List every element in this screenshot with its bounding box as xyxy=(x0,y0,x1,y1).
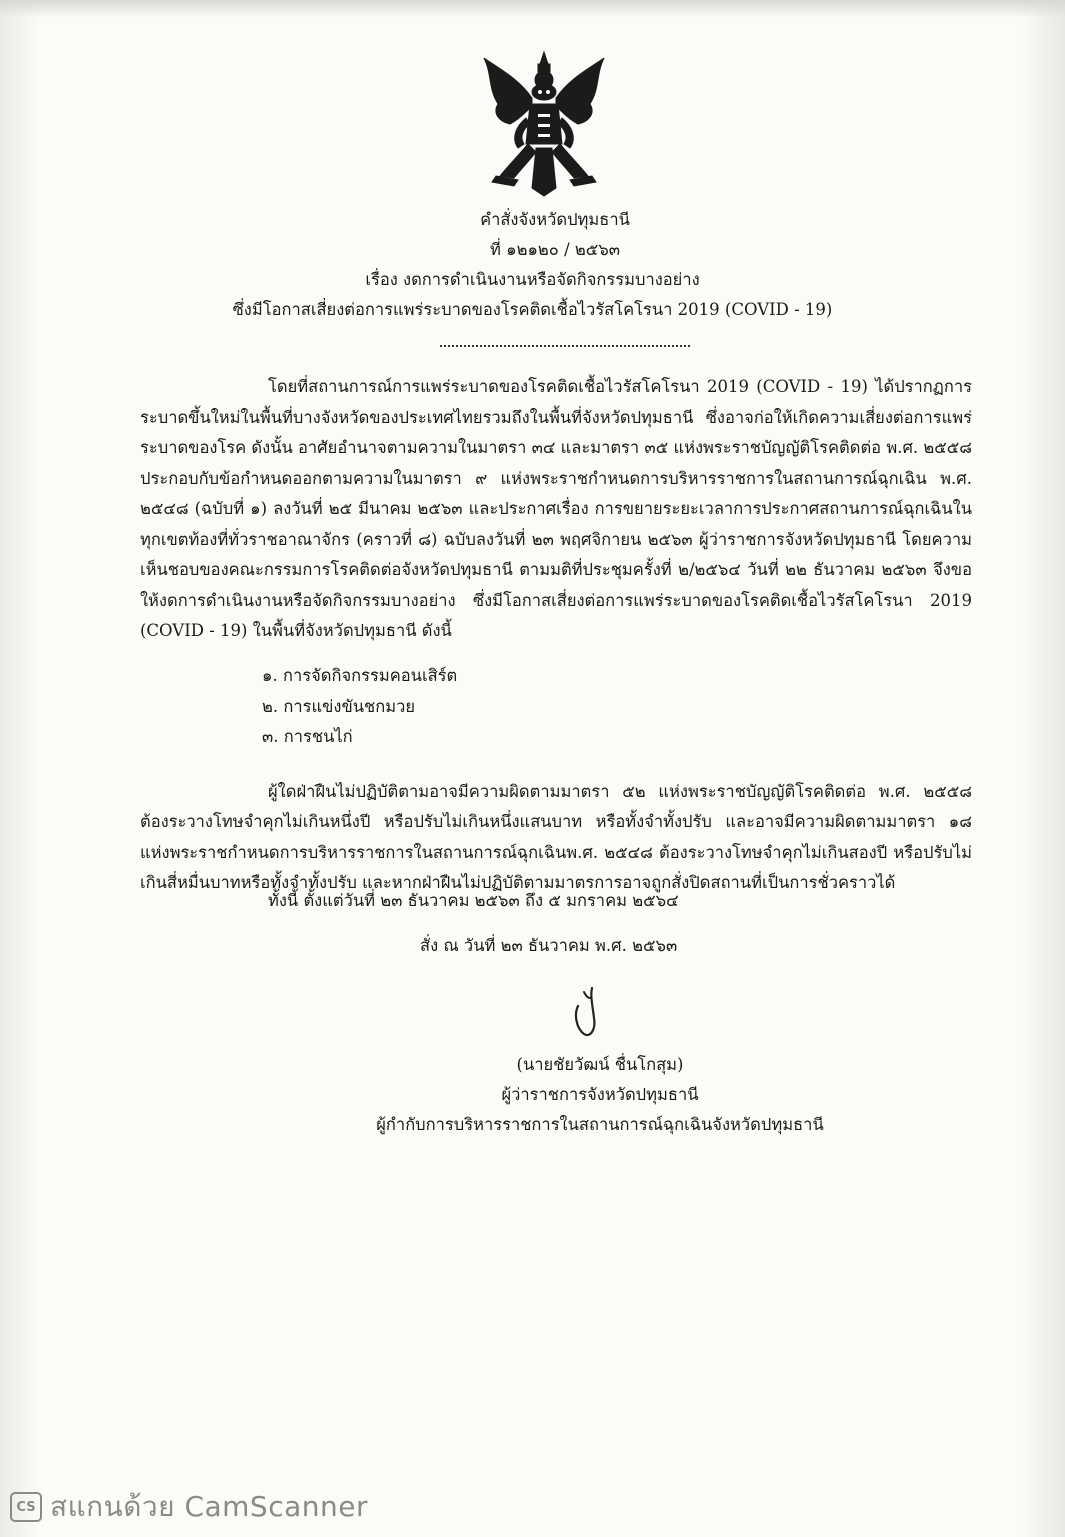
signatory-position-1: ผู้ว่าราชการจังหวัดปทุมธานี xyxy=(501,1085,699,1104)
camscanner-watermark xyxy=(10,1487,368,1527)
signatory-name: (นายชัยวัฒน์ ชื่นโกสุม) xyxy=(516,1055,684,1074)
subject-line-2: ซึ่งมีโอกาสเสี่ยงต่อการแพร่ระบาดของโรคติดเชื้อไวรัสโคโรนา 2019 (COVID - 19) xyxy=(232,300,833,319)
body-paragraph-1: โดยที่สถานการณ์การแพร่ระบาดของโรคติดเชื้อไวรัสโคโรนา 2019 (COVID - 19) ได้ปรากฏการระบาดขึ้นใหม่ในพื้นที่บางจังหวัดของประเทศไทยรวมถึงในพื้นที่จังหวัดปทุมธานี ซึ่งอาจก่อให้เกิดความเสี่ยงต่อการแพร่ระบาดของโรค ดังนั้น อาศัยอำนาจตามความในมาตรา ๓๔ และมาตรา ๓๕ แห่งพระราชบัญญัติโรคติดต่อ พ.ศ. ๒๕๕๘ ประกอบกับข้อกำหนดออกตามความในมาตรา ๙ แห่งพระราชกำหนดการบริหารราชการในสถานการณ์ฉุกเฉิน พ.ศ. ๒๕๔๘ (ฉบับที่ ๑) ลงวันที่ ๒๕ มีนาคม ๒๕๖๓ และประกาศเรื่อง การขยายระยะเวลาการประกาศสถานการณ์ฉุกเฉินในทุกเขตท้องที่ทั่วราชอาณาจักร (คราวที่ ๘) ฉบับลงวันที่ ๒๓ พฤศจิกายน ๒๕๖๓ ผู้ว่าราชการจังหวัดปทุมธานี โดยความเห็นชอบของคณะกรรมการโรคติดต่อจังหวัดปทุมธานี ตามมติที่ประชุมครั้งที่ ๒/๒๕๖๔ วันที่ ๒๒ ธันวาคม ๒๕๖๓ จึงขอให้งดการดำเนินงานหรือจัดกิจกรรมบางอย่าง ซึ่งมีโอกาสเสี่ยงต่อการแพร่ระบาดของโรคติดเชื้อไวรัสโคโรนา 2019 (COVID - 19) ในพื้นที่จังหวัดปทุมธานี ดังนี้ xyxy=(140,377,972,640)
body-paragraph-1-container xyxy=(140,372,972,647)
scan-shadow xyxy=(0,0,1065,18)
order-title: คำสั่งจังหวัดปทุมธานี xyxy=(480,210,630,229)
issued-date: สั่ง ณ วันที่ ๒๓ ธันวาคม พ.ศ. ๒๕๖๓ xyxy=(420,936,678,955)
signatory-position-2: ผู้กำกับการบริหารราชการในสถานการณ์ฉุกเฉินจังหวัดปทุมธานี xyxy=(376,1115,824,1134)
signature-block xyxy=(340,1050,860,1140)
list-item: ๒. การแข่งขันชกมวย xyxy=(262,696,416,716)
prohibited-activities-list xyxy=(262,661,457,753)
order-number: ที่ ๑๒๑๒๐ / ๒๕๖๓ xyxy=(489,240,621,259)
document-header xyxy=(0,205,1065,325)
dotted-divider xyxy=(440,345,690,347)
handwritten-signature xyxy=(560,978,620,1048)
camscanner-logo-icon: CS xyxy=(10,1492,42,1522)
garuda-emblem-icon xyxy=(478,48,610,198)
body-paragraph-2: ผู้ใดฝ่าฝืนไม่ปฏิบัติตามอาจมีความผิดตามมาตรา ๕๒ แห่งพระราชบัญญัติโรคติดต่อ พ.ศ. ๒๕๕๘ ต้องระวางโทษจำคุกไม่เกินหนึ่งปี หรือปรับไม่เกินหนึ่งแสนบาท หรือทั้งจำทั้งปรับ และอาจมีความผิดตามมาตรา ๑๘ แห่งพระราชกำหนดการบริหารราชการในสถานการณ์ฉุกเฉินพ.ศ. ๒๕๔๘ ต้องระวางโทษจำคุกไม่เกินสองปี หรือปรับไม่เกินสี่หมื่นบาทหรือทั้งจำทั้งปรับ และหากฝ่าฝืนไม่ปฏิบัติตามมาตรการอาจถูกสั่งปิดสถานที่เป็นการชั่วคราวได้ xyxy=(140,781,972,892)
effective-period: ทั้งนี้ ตั้งแต่วันที่ ๒๓ ธันวาคม ๒๕๖๓ ถึง ๕ มกราคม ๒๕๖๔ xyxy=(268,891,679,910)
list-item: ๓. การชนไก่ xyxy=(262,727,353,746)
subject-line-1: เรื่อง งดการดำเนินงานหรือจัดกิจกรรมบางอย่าง xyxy=(365,270,700,289)
camscanner-text: สแกนด้วย CamScanner xyxy=(50,1490,368,1523)
list-item: ๑. การจัดกิจกรรมคอนเสิร์ต xyxy=(262,666,458,685)
